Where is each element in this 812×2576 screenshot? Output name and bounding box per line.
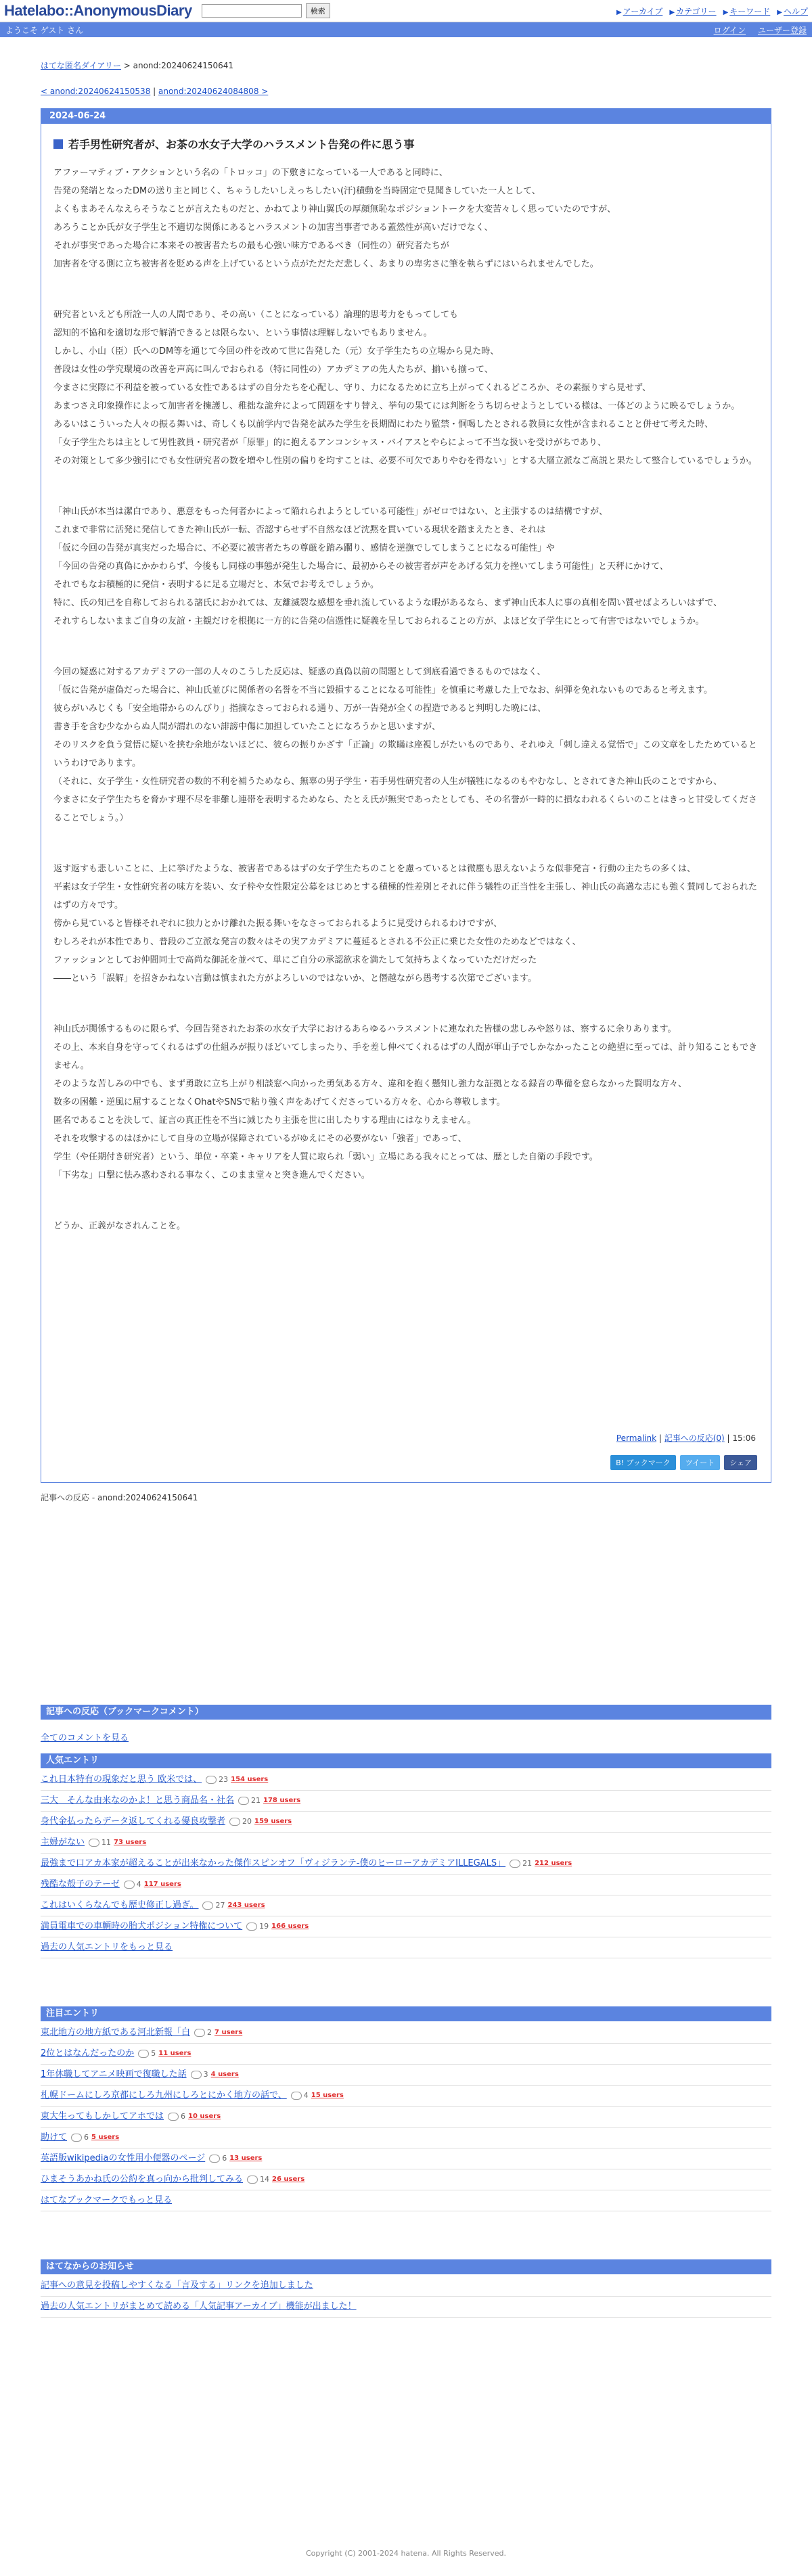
next-entry-link[interactable]: anond:20240624084808 >	[158, 87, 269, 96]
entry-line: 学生（や任期付き研究者）という、単位・卒業・キャリアを人質に取られ「弱い」立場にある我々にとっては、歴とした自衛の手段です。	[53, 1152, 598, 1162]
entry-link[interactable]: 残酷な殻子のテーゼ	[41, 1879, 120, 1889]
comment-count: 21	[251, 1796, 261, 1805]
entry-line: これまで非常に活発に発信してきた神山氏が一転、否認すらせず不自然なほど沈黙を貫いている現状を踏まえたとき、それは	[53, 525, 546, 535]
help-link[interactable]: ヘルプ	[783, 6, 808, 16]
entry-link[interactable]: 主婦がない	[41, 1837, 85, 1847]
list-item	[41, 2148, 771, 2169]
news-link[interactable]: 過去の人気エントリがまとめて読める「人気記事アーカイブ」機能が出ました！	[41, 2301, 357, 2312]
breadcrumb-sep: >	[120, 61, 133, 70]
comment-count: 21	[522, 1859, 533, 1868]
category-link[interactable]: カテゴリー	[676, 6, 717, 16]
entry-line: あろうことか氏が女子学生と不適切な関係にあるとハラスメントの加害当事者である蓋然性が高いだけでなく、	[53, 223, 493, 233]
users-badge[interactable]: 166 users	[271, 1923, 309, 1930]
bookmark-button[interactable]: B! ブックマーク	[610, 1455, 676, 1470]
list-item	[41, 1770, 771, 1791]
comment-bubble-icon	[209, 2155, 220, 2163]
top-links	[616, 5, 808, 17]
entry-line: 「女子学生たちは主として男性教員・研究者が「原罪」的に抱えるアンコンシャス・バイアスとやらによって不当な扱いを受けがちであり、	[53, 438, 606, 448]
arrow-icon: ▶	[669, 8, 675, 16]
entry-time: 15:06	[732, 1433, 756, 1443]
bookmark-comments-bar: 記事への反応（ブックマークコメント）	[41, 1705, 771, 1720]
paragraph-gap	[53, 827, 759, 860]
comment-bubble-icon	[71, 2134, 82, 2142]
users-badge[interactable]: 26 users	[272, 2176, 305, 2183]
search-input[interactable]	[202, 4, 302, 18]
users-badge[interactable]: 159 users	[254, 1818, 292, 1825]
diary-entry	[41, 108, 771, 1483]
reactions-link[interactable]: 記事への反応(0)	[664, 1433, 725, 1443]
users-badge[interactable]: 7 users	[215, 2029, 243, 2036]
prev-entry-link[interactable]: < anond:20240624150538	[41, 87, 151, 96]
login-link[interactable]: ログイン	[713, 25, 746, 35]
entry-line: 匿名であることを決して、証言の真正性を不当に減じたり主張を世に出したりする理由にはなりえません。	[53, 1116, 476, 1126]
users-badge[interactable]: 117 users	[143, 1881, 181, 1888]
comment-count: 4	[136, 1880, 141, 1889]
list-item	[41, 2023, 771, 2044]
entry-link[interactable]: 東大生ってもしかしてアホでは	[41, 2111, 164, 2121]
comment-bubble-icon	[206, 1776, 217, 1784]
entry-line: その上、本来自身を守ってくれるはずの仕組みが振りほどいてしまったり、手を差し伸べてくれるはずの人間が軍山子でしかなかったことの絶望に至っては、計り知ることもできません。	[53, 1042, 758, 1071]
entry-line: 研究者といえども所詮一人の人間であり、その高い（ことになっている）論理的思考力をもってしても	[53, 310, 459, 320]
users-badge[interactable]: 73 users	[114, 1839, 147, 1846]
list-item	[41, 1812, 771, 1833]
users-badge[interactable]: 15 users	[311, 2092, 344, 2099]
popular-bar: 人気エントリ	[41, 1753, 771, 1768]
permalink[interactable]: Permalink	[616, 1433, 657, 1443]
entry-line: 「神山氏が本当は潔白であり、悪意をもった何者かによって陥れられようとしている可能性」がゼロではない、と主張するのは結構ですが、	[53, 507, 608, 517]
entry-line: 書き手を含む少なからぬ人間が謂れのない誹謗中傷に加担していたことになろうかと思いますが、	[53, 722, 441, 732]
users-badge[interactable]: 10 users	[188, 2113, 221, 2120]
entry-line: どうか、正義がなされんことを。	[53, 1221, 186, 1231]
entry-body	[53, 164, 759, 1235]
copyright: Copyright (C) 2001-2024 hatena. All Rights Reserved.	[306, 2549, 506, 2558]
entry-line: 今まさに女子学生たちを脅かす理不尽を非難し連帯を表明するためなら、たとえ氏が無実であったとしても、その名誉が一時的に損なわれるくらいのことはきっと甘受してくださることでしょう。）	[53, 795, 757, 823]
list-item	[41, 1916, 771, 1937]
users-badge[interactable]: 11 users	[158, 2050, 191, 2057]
arrow-icon: ▶	[723, 8, 729, 16]
entry-line: 加害者を守る側に立ち被害者を貶める声を上げているという点がただただ悲しく、あまりの卑劣さに筆を執らずにはいられませんでした。	[53, 259, 599, 269]
users-badge[interactable]: 13 users	[229, 2155, 263, 2162]
paragraph-gap	[53, 470, 759, 503]
share-buttons	[610, 1455, 757, 1470]
entry-link[interactable]: 札幌ドームにしろ京都にしろ九州にしろとにかく地方の話で、	[41, 2090, 287, 2100]
breadcrumb-root[interactable]: はてな匿名ダイアリー	[41, 61, 121, 70]
list-item	[41, 2169, 771, 2190]
comment-count: 6	[181, 2112, 186, 2121]
entry-title-text[interactable]: 若手男性研究者が、お茶の水女子大学のハラスメント告発の件に思う事	[68, 138, 415, 151]
entry-line: 特に、氏の知己を自称しておられる諸氏におかれては、友離滅裂な感想を垂れ流しているような暇があるなら、まず神山氏本人に事の真相を問い質せばよろしいはずで、	[53, 598, 723, 608]
entry-line: 「仮に告発が虚偽だった場合に、神山氏並びに関係者の名誉を不当に毀損することになる可能性」を慎重に考慮した上でなお、糾弾を免れないものであると考えます。	[53, 685, 713, 695]
entry-line: しかし、小山（臣）氏へのDM等を通じて今回の件を改めて世に告発した（元）女子学生たちの立場から見た時、	[53, 346, 499, 356]
news-item	[41, 2276, 771, 2297]
entry-link[interactable]: 最強まで口アカ本家が超えることが出来なかった傑作スピンオフ「ヴィジランテ-僕のヒーローアカデミアILLEGALS」	[41, 1858, 506, 1868]
list-item	[41, 1854, 771, 1874]
news-item	[41, 2297, 771, 2318]
list-item	[41, 1791, 771, 1812]
entry-date: 2024-06-24	[41, 109, 771, 124]
more-link[interactable]: はてなブックマークでもっと見る	[41, 2195, 173, 2205]
more-row	[41, 2190, 771, 2211]
featured-list	[41, 2023, 771, 2211]
pager	[41, 87, 771, 96]
entry-line: 認知的不協和を適切な形で解消できるとは限らない、という事情は理解しないでもありません。	[53, 328, 432, 338]
pager-sep: |	[150, 87, 158, 96]
entry-line: 今回の疑惑に対するアカデミアの一部の人々のこうした反応は、疑惑の真偽以前の問題として到底看過できるものではなく、	[53, 667, 546, 677]
entry-line: 平素は女子学生・女性研究者の味方を装い、女子枠や女性限定公募をはじめとする積極的性差別とそれに伴う犠牲の正当性を主張し、神山氏の高邁な志にも強く賛同しておられたはずの方々です。	[53, 882, 758, 911]
entry-link[interactable]: これはいくらなんでも歴史修正し過ぎ。	[41, 1900, 199, 1910]
entry-link[interactable]: 三大 そんな由来なのかよ！と思う商品名・社名	[41, 1795, 235, 1806]
search-form	[202, 3, 330, 18]
comment-count: 3	[203, 2070, 208, 2079]
users-badge[interactable]: 4 users	[210, 2071, 239, 2078]
user-bar	[0, 22, 812, 37]
paragraph-gap	[53, 630, 759, 663]
entry-line: 傍から見ていると皆様それぞれに独力とかけ離れた振る舞いをなさっておられるように見受けられるわけですが、	[53, 919, 503, 929]
list-item	[41, 2107, 771, 2128]
all-comments-link[interactable]: 全てのコメントを見る	[41, 1733, 129, 1743]
list-item	[41, 1895, 771, 1916]
arrow-icon: ▶	[616, 8, 622, 16]
comment-bubble-icon	[510, 1860, 520, 1868]
entry-line: その対策として多少強引にでも女性研究者の数を増やし性別の偏りを均すことは、必要不可欠でありやむを得ない」とする大層立派なご高説と果たして整合しているでしょうか。	[53, 456, 757, 466]
comment-bubble-icon	[238, 1797, 249, 1805]
register-link[interactable]: ユーザー登録	[757, 25, 807, 35]
comment-count: 11	[102, 1838, 112, 1847]
comment-count: 20	[242, 1817, 252, 1826]
comment-bubble-icon	[89, 1839, 99, 1847]
entry-line: 「下劣な」口撃に怯み惑わされる事なく、このまま堂々と突き進んでください。	[53, 1170, 370, 1180]
entry-line: それでもなお積極的に発信・表明するに足る立場だと、本気でお考えでしょうか。	[53, 580, 380, 590]
site-logo[interactable]: Hatelabo::AnonymousDiary	[4, 2, 192, 19]
entry-line: それを攻撃するのはほかにして自身の立場が保障されているがゆえにその必要がない「強者」であって、	[53, 1134, 467, 1144]
more-link[interactable]: 過去の人気エントリをもっと見る	[41, 1942, 173, 1952]
archive-link[interactable]: アーカイブ	[623, 6, 663, 16]
users-badge[interactable]: 178 users	[263, 1797, 301, 1804]
entry-line: 「今回の告発の真偽にかかわらず、今後もし同様の事態が発生した場合に、最初からその被害者が声をあげる気力を挫いてしまう可能性」と天秤にかけて、	[53, 561, 669, 572]
users-badge[interactable]: 5 users	[91, 2134, 120, 2141]
reactions-label: 記事への反応 - anond:20240624150641	[41, 1493, 198, 1502]
comment-count: 6	[84, 2133, 89, 2142]
breadcrumb-current: anond:20240624150641	[133, 61, 234, 70]
paragraph-gap	[53, 273, 759, 306]
square-icon	[53, 139, 63, 149]
users-badge[interactable]: 212 users	[535, 1860, 572, 1867]
entry-line: 今まさに実際に不利益を被っている女性であるはずの自分たちを心配し、守り、力になるために立ち上がってくれるどころか、その素振りすら見せず、	[53, 383, 651, 393]
comment-bubble-icon	[291, 2092, 302, 2100]
comment-bubble-icon	[168, 2113, 179, 2121]
paragraph-gap	[53, 988, 759, 1020]
breadcrumb	[41, 60, 771, 71]
comment-count: 4	[303, 2091, 309, 2100]
comment-count: 14	[260, 2175, 270, 2184]
more-row	[41, 1937, 771, 1958]
entry-line: 返す返すも悲しいことに、上に挙げたような、被害者であるはずの女子学生たちのことを慮っているとは微塵も思えないような似非発言・行動の主たちの多くは、	[53, 864, 696, 874]
entry-link[interactable]: ひまそうあかね氏の公約を真っ向から批判してみる	[41, 2174, 244, 2184]
comment-count: 6	[222, 2154, 227, 2163]
entry-line: よくもまあそんなえらそうなことが言えたものだと、かねてより神山翼氏の厚顔無恥なポジショントークを大変苦々しく思っていたのですが、	[53, 204, 616, 214]
comment-count: 2	[207, 2028, 212, 2037]
comment-count: 19	[259, 1922, 269, 1931]
entry-link[interactable]: 英語版wikipediaの女性用小便器のページ	[41, 2153, 206, 2163]
popular-list	[41, 1770, 771, 1958]
entry-link[interactable]: 1年休職してアニメ映画で復職した話	[41, 2069, 187, 2079]
users-badge[interactable]: 154 users	[231, 1776, 269, 1783]
entry-link[interactable]: 助けて	[41, 2132, 68, 2142]
users-badge[interactable]: 243 users	[227, 1902, 265, 1909]
comment-bubble-icon	[191, 2071, 202, 2079]
entry-link[interactable]: 東北地方の地方紙である河北新報「白	[41, 2027, 191, 2038]
entry-line: 普段は女性の学究環境の改善を声高に叫んでおられる（特に同性の）アカデミアの先人たちが、揃いも揃って、	[53, 365, 493, 375]
comment-bubble-icon	[138, 2050, 149, 2058]
entry-line: あるいはこういった人々の振る舞いは、奇しくも以前学内で告発を試みた学生を長期間にわたり監禁・恫喝したとされる教員に女性が含まれることと併せて考えた時、	[53, 419, 714, 430]
all-comments	[41, 1730, 771, 1743]
featured-bar: 注目エントリ	[41, 2006, 771, 2021]
entry-line: 「仮に今回の告発が真実だった場合に、不必要に被害者たちの尊厳を踏み躙り、感情を逆撫でしてしまうことになる可能性」や	[53, 543, 556, 553]
entry-line: むしろそれが本性であり、普段のご立派な発言の数々はその実アカデミアに蔓延るとされる不公正に乗じた女性のためなどではなく、	[53, 937, 581, 947]
entry-link[interactable]: これ日本特有の現象だと思う 欧米では、	[41, 1774, 202, 1785]
entry-line: 告発の発端となったDMの送り主と同じく、ちゃうしたいしえっちしたい(汗)積動を当時固定で見聞きしていた一人として、	[53, 186, 541, 196]
entry-line: それすらしないままご自身の友誼・主観だけを根拠に一方的に告発の信憑性に疑義を呈しておられることの方が、よほど女子学生にとって有害ではないでしょうか。	[53, 616, 704, 626]
entry-line: そのような苦しみの中でも、まず勇敢に立ち上がり相談窓へ向かった勇気ある方々、違和を抱く懸知し強力な証拠となる録音の準備を怠らなかった賢明な方々、	[53, 1079, 687, 1089]
comment-count: 27	[215, 1901, 225, 1910]
entry-line: 神山氏が関係するものに限らず、今回告発されたお茶の水女子大学におけるあらゆるハラスメントに連なれた皆様の悲しみや怒りは、察するに余りあります。	[53, 1024, 677, 1034]
list-item	[41, 1874, 771, 1895]
entry-line: そのリスクを負う覚悟に疑いを挟む余地がないほどに、彼らの振りかざす「正論」の欺瞞は座視しがたいものであり、それゆえ「刺し違える覚悟で」この文章をしたためているというわけであります。	[53, 740, 757, 768]
entry-line: ――という「誤解」を招きかねない言動は慎まれた方がよろしいのではないか、と僭越ながら愚考する次第でございます。	[53, 973, 537, 984]
arrow-icon: ▶	[777, 8, 782, 16]
list-item	[41, 2044, 771, 2065]
entry-line: それが事実であった場合に本来その被害者たちの最も心強い味方であるべき（同性の）研究者たちが	[53, 241, 449, 251]
entry-line: あまつさえ印象操作によって加害者を擁護し、稚拙な詭弁によって問題をすり替え、挙句の果てには判断をうち切らせようとしている様は、一体どのように映るでしょうか。	[53, 401, 740, 411]
entry-line: ファッションとしてお仲間同士で高尚な御託を並べて、単にご自分の承認欲求を満たして気持ちよくなっていただけだった	[53, 955, 537, 965]
top-bar	[0, 0, 812, 22]
comment-count: 23	[219, 1775, 229, 1784]
news-bar: はてなからのお知らせ	[41, 2259, 771, 2274]
news-list	[41, 2276, 771, 2318]
search-button[interactable]: 検索	[306, 3, 330, 18]
comment-bubble-icon	[202, 1902, 213, 1910]
comment-bubble-icon	[246, 1923, 257, 1931]
entry-link[interactable]: 2位とはなんだったのか	[41, 2048, 135, 2058]
entry-line: （それに、女子学生・女性研究者の数的不利を補うためなら、無辜の男子学生・若手男性研究者の人生が犠牲になるのもやむなし、とされてきた神山氏のことですから、	[53, 777, 723, 787]
paragraph-gap	[53, 1184, 759, 1217]
list-item	[41, 2128, 771, 2148]
entry-footer: Permalink | 記事への反応(0) | 15:06	[616, 1433, 756, 1443]
entry-link[interactable]: 身代金払ったらデータ返してくれる優良攻撃者	[41, 1816, 226, 1826]
entry-title	[53, 136, 771, 152]
entry-line: 彼らがいみじくも「安全地帯からのんびり」指摘なさっておられる通り、万が一告発が全くの捏造であると判明した晩には、	[53, 704, 547, 714]
entry-line: アファーマティブ・アクションという名の「トロッコ」の下敷きになっている一人であると同時に、	[53, 168, 448, 178]
entry-line: 数多の困難・逆風に屈することなくOhatやSNSで粘り強く声をあげてくださっている方々を、心から尊敬します。	[53, 1097, 505, 1107]
share-button[interactable]: シェア	[724, 1455, 757, 1470]
tweet-button[interactable]: ツイート	[680, 1455, 720, 1470]
entry-link[interactable]: 満員電車での車輌時の胎犬ポジション特権について	[41, 1921, 243, 1931]
list-item	[41, 2065, 771, 2086]
news-link[interactable]: 記事への意見を投稿しやすくなる「言及する」リンクを追加しました	[41, 2280, 313, 2291]
comment-count: 5	[151, 2049, 156, 2058]
list-item	[41, 1833, 771, 1854]
comment-bubble-icon	[124, 1881, 135, 1889]
welcome-text: ようこそ ゲスト さん	[5, 25, 84, 35]
comment-bubble-icon	[194, 2029, 205, 2037]
comment-bubble-icon	[229, 1818, 240, 1826]
keyword-link[interactable]: キーワード	[729, 6, 771, 16]
comment-bubble-icon	[247, 2176, 258, 2184]
list-item	[41, 2086, 771, 2107]
